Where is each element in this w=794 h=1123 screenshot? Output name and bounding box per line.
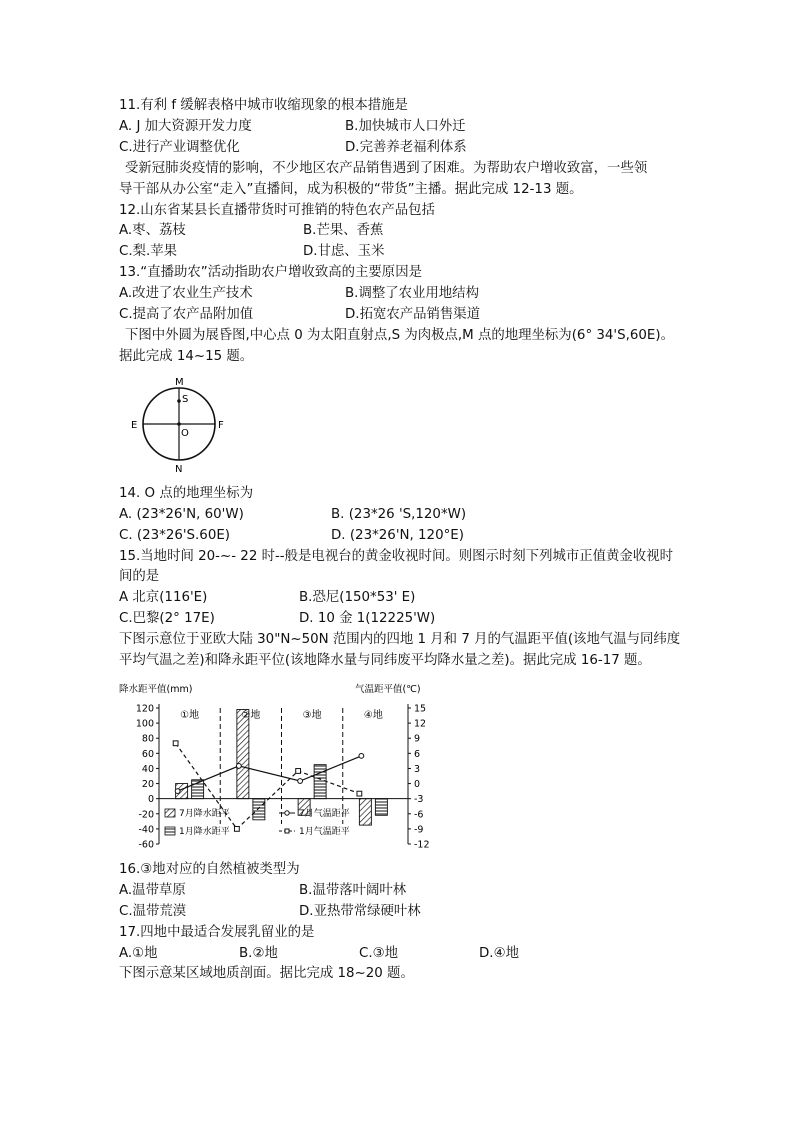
q13-option-a: A.改进了农业生产技术	[119, 286, 253, 302]
bar-jan-precip	[253, 799, 265, 820]
left-tick-label: 120	[135, 703, 154, 715]
right-tick-label: 3	[414, 763, 421, 775]
q15-stem-line2: 间的是	[119, 569, 160, 585]
q11-stem: 11.有利 f 缓解表格中城市收缩现象的根本措施是	[119, 98, 408, 113]
exam-page	[119, 96, 679, 985]
label-f: F	[218, 419, 224, 431]
legend-label-jan-temp: 1月气温距平	[299, 826, 350, 837]
q15-option-d: D. 10 金 1(12225'W)	[299, 611, 436, 627]
jan-temp-point	[357, 791, 362, 796]
bar-jan-precip	[314, 765, 326, 799]
q11-option-d: D.完善养老福利体系	[345, 139, 467, 155]
q15-option-a: A 北京(116'E)	[119, 590, 208, 606]
q11-option-c: C.进行产业调整优化	[119, 139, 240, 155]
left-tick-label: -60	[138, 839, 154, 851]
q13-option-d: D.拓宽农产品销售渠道	[345, 307, 481, 323]
q12-option-c: C.梨.苹果	[119, 244, 178, 260]
bar-july-precip	[237, 709, 249, 798]
q14-option-b: B. (23*26 'S,120*W)	[331, 506, 467, 522]
illumination-diagram-svg	[119, 372, 239, 482]
left-tick-label: -20	[138, 809, 154, 821]
category-label: ②地	[241, 709, 261, 721]
intro-14-line1: 下图中外圆为展昏图,中心点 0 为太阳直射点,S 为肉极点,M 点的地理坐标为(6° 34'S,60E)。	[125, 327, 674, 343]
q16-option-c: C.温带荒漠	[119, 903, 187, 919]
q13-stem: 13.“直播助农”活动指助农户增收致高的主要原因是	[119, 265, 422, 281]
intro-12-line1: 受新冠肺炎疫情的影响，不少地区农产品销售遇到了困难。为帮助农户增收致富，一些领	[125, 160, 648, 176]
o-center-point	[177, 422, 181, 426]
q15-stem-line1: 15.当地时间 20-~- 22 时--般是电视台的黄金收视时间。则图示时刻下列城市正值黄金收视时	[119, 548, 673, 564]
left-tick-label: 100	[135, 718, 154, 730]
jan-temp-point	[234, 826, 239, 831]
legend-marker-jan-temp	[285, 829, 289, 833]
q13-option-c: C.提高了农产品附加值	[119, 307, 254, 323]
q14-option-a: A. (23*26'N, 60'W)	[119, 506, 244, 522]
q15-option-b: B.恐尼(150*53' E)	[299, 590, 416, 606]
q12-option-d: D.甘虑、玉米	[303, 244, 385, 260]
q12-options-row1	[119, 221, 679, 242]
label-n: N	[175, 463, 183, 475]
q12-stem: 12.山东省某县长直播带货时可推销的特色农产品包括	[119, 202, 435, 218]
right-tick-label: 9	[414, 733, 421, 745]
intro-16-line1: 下图示意位于亚欧大陆 30"N~50N 范围内的四地 1 月和 7 月的气温距平值(该地气温与同纬度	[119, 632, 681, 648]
left-tick-label: 80	[141, 733, 154, 745]
q16-options-row2	[119, 902, 679, 923]
q16-options-row1	[119, 881, 679, 902]
category-label: ③地	[302, 709, 322, 721]
right-tick-label: -6	[414, 809, 424, 821]
left-tick-label: 40	[141, 763, 154, 775]
q17-stem: 17.四地中最适合发展乳留业的是	[119, 924, 315, 940]
bar-jan-precip	[375, 799, 387, 816]
july-temp-line	[178, 756, 362, 791]
left-tick-label: 0	[147, 794, 154, 806]
q13-options-row1	[119, 284, 679, 305]
right-tick-label: 12	[414, 718, 427, 730]
q14-option-d: D. (23*26'N, 120°E)	[331, 527, 464, 543]
q12-option-b: B.芒果、香蕉	[303, 223, 384, 239]
right-axis-title: 气温距平值(℃)	[355, 683, 421, 695]
july-temp-point	[359, 753, 364, 758]
july-temp-point	[236, 763, 241, 768]
q16-option-d: D.亚热带常绿硬叶林	[299, 903, 421, 919]
anomaly-chart	[119, 678, 679, 858]
intro-14-line2: 据此完成 14~15 题。	[119, 348, 254, 364]
q16-option-b: B.温带落叶阔叶林	[299, 882, 407, 898]
q17-option-d: D.④地	[479, 945, 519, 961]
left-tick-label: 60	[141, 748, 154, 760]
july-temp-point	[298, 779, 303, 784]
q14-options-row1	[119, 505, 679, 526]
q14-options-row2	[119, 526, 679, 547]
left-axis-title: 降水距平值(mm)	[119, 683, 193, 695]
q13-options-row2	[119, 305, 679, 326]
right-tick-label: -9	[414, 824, 424, 836]
category-label: ①地	[180, 709, 200, 721]
intro-18: 下图示意某区域地质剖面。据比完成 18~20 题。	[119, 966, 414, 982]
chart-text	[119, 683, 430, 851]
q17-option-c: C.③地	[359, 945, 399, 961]
category-label: ④地	[363, 709, 383, 721]
right-tick-label: 15	[414, 703, 427, 715]
label-m: M	[175, 376, 184, 388]
intro-16-line2: 平均气温之差)和降永距平位(该地降水量与同纬废平均降水量之差)。据此完成 16-17 题。	[119, 653, 651, 669]
right-tick-label: 6	[414, 748, 421, 760]
legend-swatch-july-precip	[165, 809, 175, 817]
q11-option-a: A. J 加大资源开发力度	[119, 118, 252, 134]
label-s: S	[182, 393, 189, 405]
right-tick-label: -12	[414, 839, 430, 851]
anomaly-chart-svg	[119, 678, 449, 858]
legend-swatch-jan-precip	[165, 827, 175, 835]
chart-axes	[156, 704, 411, 844]
bar-july-precip	[359, 799, 371, 825]
left-tick-label: 20	[141, 778, 154, 790]
q12-options-row2	[119, 242, 679, 263]
jan-temp-point	[173, 741, 178, 746]
right-tick-label: -3	[414, 794, 424, 806]
q13-option-b: B.调整了农业用地结构	[345, 286, 479, 302]
s-pole-point	[177, 399, 181, 403]
q16-stem: 16.③地对应的自然植被类型为	[119, 861, 300, 877]
q14-stem: 14. O 点的地理坐标为	[119, 485, 254, 501]
left-tick-label: -40	[138, 824, 154, 836]
label-o: O	[181, 427, 189, 439]
q14-option-c: C. (23*26'S.60E)	[119, 527, 231, 543]
illumination-diagram	[119, 372, 679, 482]
q11-options-row1	[119, 117, 679, 138]
intro-12-line2: 导干部从办公室“走入”直播间，成为积极的“带货”主播。据此完成 12-13 题。	[119, 181, 583, 197]
legend-label-july-temp: 7月气温距平	[299, 808, 350, 819]
q15-options-row2	[119, 609, 679, 630]
q11-option-b: B.加快城市人口外迁	[345, 118, 466, 134]
label-e: E	[131, 419, 138, 431]
q17-option-a: A.①地	[119, 945, 158, 961]
q17-options-row	[119, 944, 679, 965]
q11-options-row2	[119, 138, 679, 159]
jan-temp-point	[296, 769, 301, 774]
q12-option-a: A.枣、荔枝	[119, 223, 186, 239]
q17-option-b: B.②地	[239, 945, 278, 961]
legend-label-july-precip: 7月降水距平	[179, 808, 230, 819]
right-tick-label: 0	[414, 778, 421, 790]
q16-option-a: A.温带草原	[119, 882, 186, 898]
q15-option-c: C.巴黎(2° 17E)	[119, 611, 215, 627]
legend-label-jan-precip: 1月降水距平	[179, 826, 230, 837]
july-temp-point	[175, 789, 180, 794]
q15-options-row1	[119, 588, 679, 609]
legend-marker-july-temp	[285, 811, 289, 815]
